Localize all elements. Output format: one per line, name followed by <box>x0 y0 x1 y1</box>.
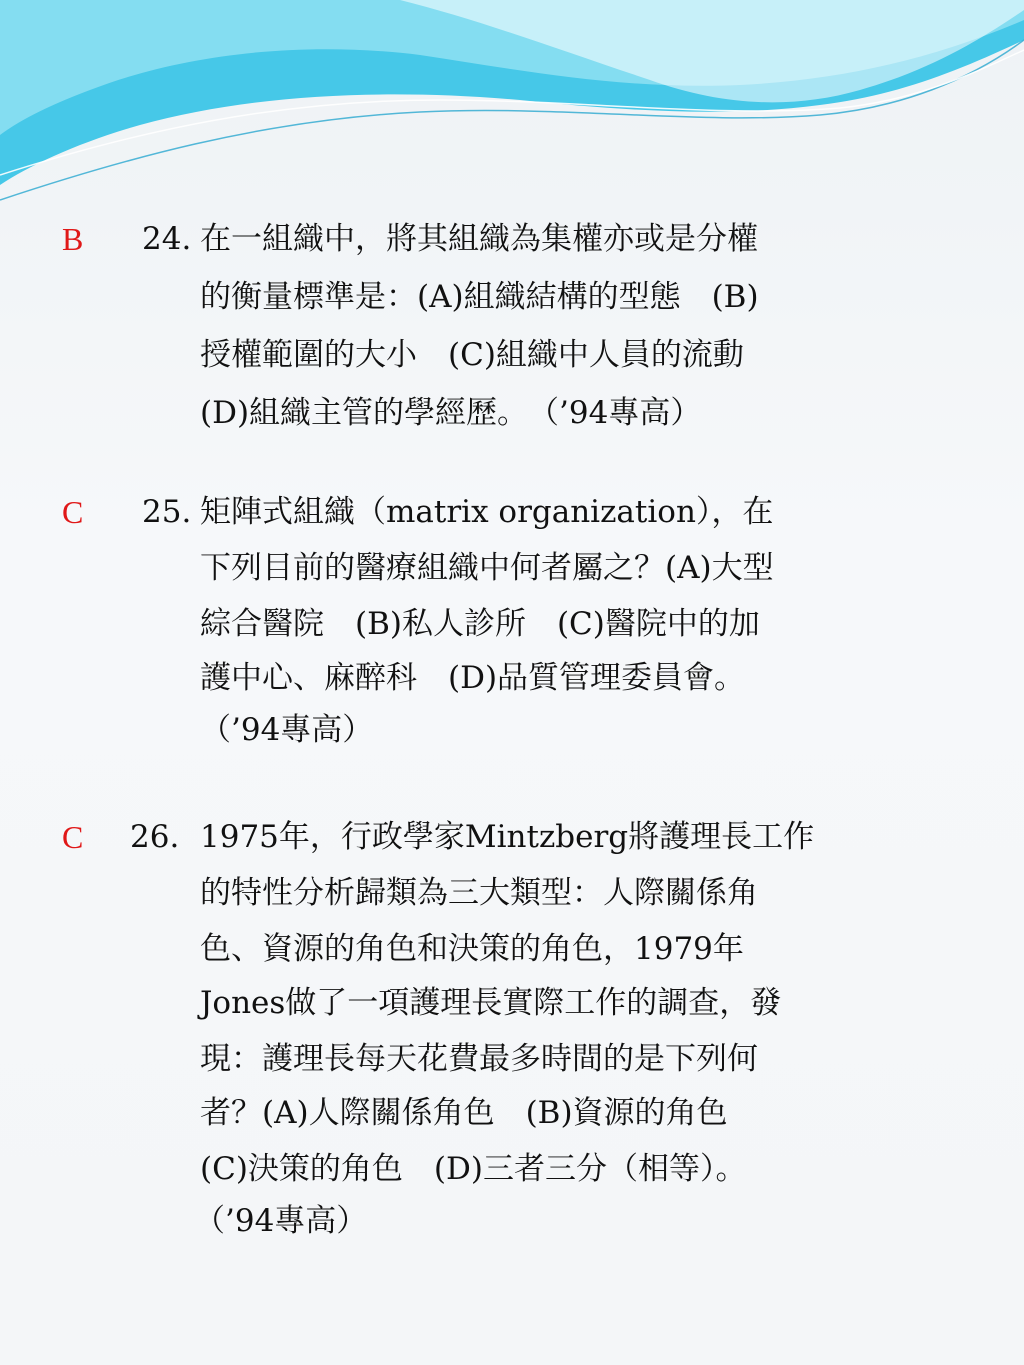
question-line: 授權範圍的大小 (C)組織中人員的流動 <box>200 337 744 373</box>
question-line: 下列目前的醫療組織中何者屬之？(A)大型 <box>200 550 774 586</box>
question-line: (D)組織主管的學經歷。 （’94專高） <box>200 395 702 431</box>
question-line: 護中心、麻醉科 (D)品質管理委員會。 <box>200 660 746 696</box>
question-number: 26. <box>130 819 180 855</box>
question-line: 1975年，行政學家Mintzberg將護理長工作 <box>200 819 815 855</box>
question-line: 綜合醫院 (B)私人診所 (C)醫院中的加 <box>200 606 760 642</box>
question-line: 矩陣式組織（matrix organization），在 <box>200 494 774 530</box>
question-line: 現：護理長每天花費最多時間的是下列何 <box>200 1041 758 1077</box>
answer-label: B <box>62 221 84 257</box>
question-number: 24. <box>142 221 192 257</box>
question-line: 在一組織中，將其組織為集權亦或是分權 <box>200 221 758 257</box>
question-line: (C)決策的角色 (D)三者三分（相等）。 <box>200 1151 747 1187</box>
question-line: 色、資源的角色和決策的角色，1979年 <box>200 931 744 967</box>
question-line: 者？(A)人際關係角色 (B)資源的角色 <box>200 1095 728 1131</box>
question-line: 的衡量標準是：(A)組織結構的型態 (B) <box>200 279 759 315</box>
question-line: （’94專高） <box>194 1203 368 1239</box>
question-line: （’94專高） <box>200 712 374 748</box>
header-wave-decoration <box>0 0 1024 240</box>
answer-label: C <box>62 494 84 530</box>
question-number: 25. <box>142 494 192 530</box>
question-line: 的特性分析歸類為三大類型：人際關係角 <box>200 875 758 911</box>
answer-label: C <box>62 819 84 855</box>
question-line: Jones做了一項護理長實際工作的調查，發 <box>200 985 782 1021</box>
